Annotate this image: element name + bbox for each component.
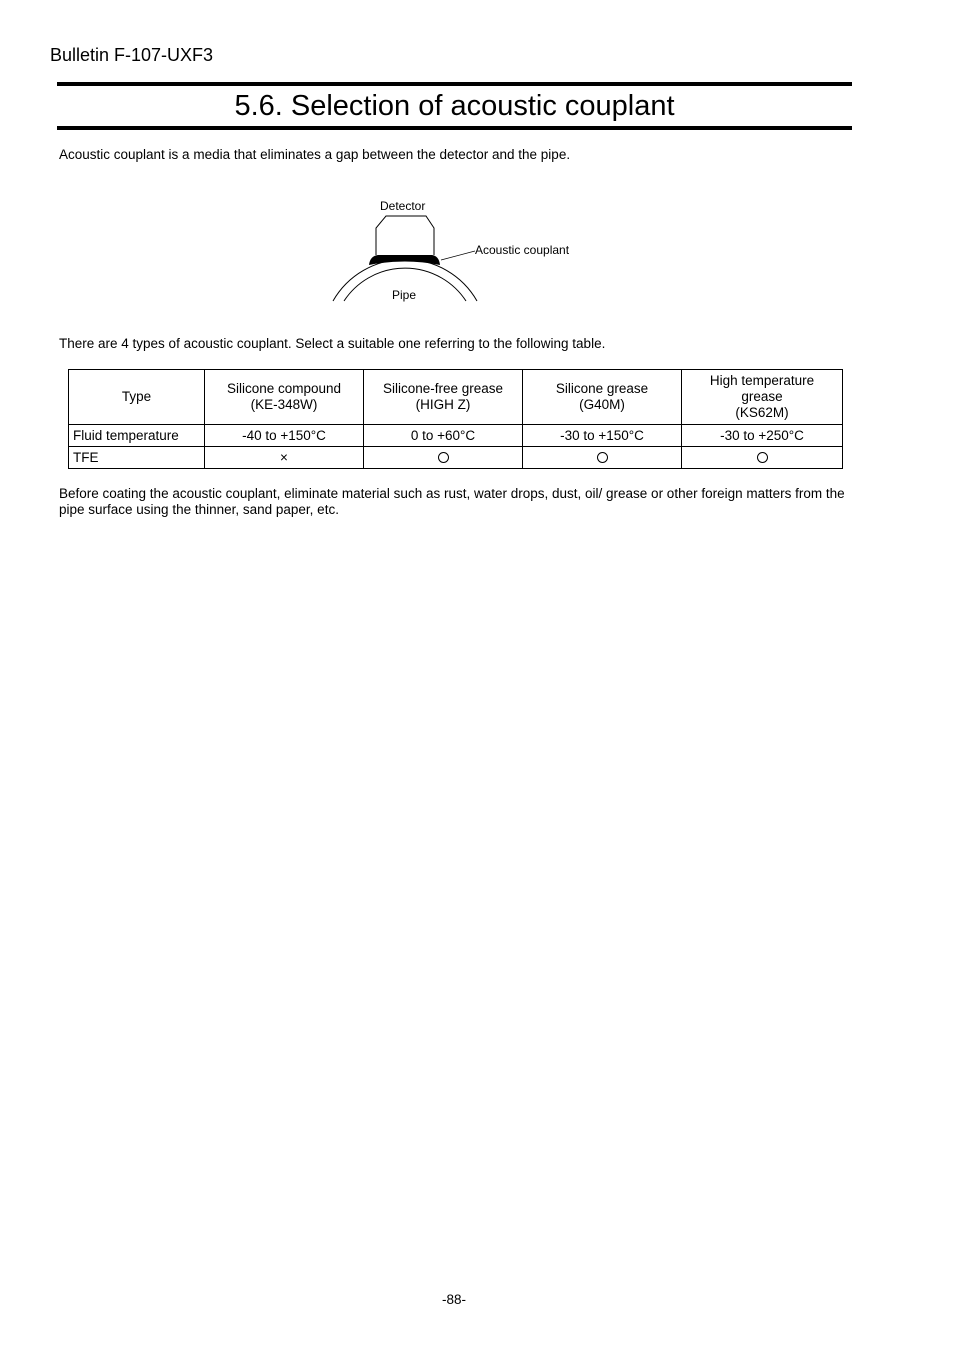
section-title: 5.6. Selection of acoustic couplant bbox=[234, 90, 675, 122]
header-c2-line2: (HIGH Z) bbox=[415, 397, 471, 412]
header-c2-line1: Silicone-free grease bbox=[382, 381, 504, 396]
types-intro-paragraph: There are 4 types of acoustic couplant. Select a suitable one referring to the following table. bbox=[59, 336, 606, 351]
header-c3-line2: (G40M) bbox=[579, 397, 625, 412]
fluid-temp-c1: -40 to +150°C bbox=[205, 425, 364, 447]
header-c3-line1: Silicone grease bbox=[555, 381, 649, 396]
header-high-temp-grease bbox=[682, 370, 843, 425]
intro-paragraph: Acoustic couplant is a media that eliminates a gap between the detector and the pipe. bbox=[59, 147, 571, 162]
header-silicone-grease bbox=[523, 370, 682, 425]
fluid-temp-c2: 0 to +60°C bbox=[364, 425, 523, 447]
table-row bbox=[69, 425, 843, 447]
tfe-label: TFE bbox=[69, 447, 205, 469]
header-c4-line2: grease bbox=[741, 389, 783, 404]
detector-shape bbox=[376, 216, 434, 255]
header-c4-line3: (KS62M) bbox=[735, 405, 789, 420]
tfe-c1: × bbox=[205, 447, 364, 469]
couplant-leader-line bbox=[441, 251, 475, 260]
couplant-table bbox=[68, 369, 843, 469]
header-silicone-compound bbox=[205, 370, 364, 425]
circle-icon bbox=[438, 452, 449, 463]
preparation-note: Before coating the acoustic couplant, eliminate material such as rust, water drops, dust, oil/ grease or other foreign matters from the pipe surface using the thinner, sand paper, etc. bbox=[59, 486, 845, 517]
couplant-label: Acoustic couplant bbox=[475, 243, 570, 257]
header-c4-line1: High temperature bbox=[709, 373, 815, 388]
section-title-bar bbox=[57, 82, 852, 130]
fluid-temp-c3: -30 to +150°C bbox=[523, 425, 682, 447]
circle-icon bbox=[757, 452, 768, 463]
fluid-temp-label: Fluid temperature bbox=[69, 425, 205, 447]
header-silicone-free-grease bbox=[364, 370, 523, 425]
circle-icon bbox=[597, 452, 608, 463]
header-c1-line2: (KE-348W) bbox=[250, 397, 318, 412]
page-number: -88- bbox=[441, 1292, 466, 1307]
pipe-label: Pipe bbox=[392, 288, 417, 302]
bulletin-number: Bulletin F-107-UXF3 bbox=[50, 45, 214, 65]
tfe-c3 bbox=[523, 447, 682, 469]
tfe-c4 bbox=[682, 447, 843, 469]
detector-label: Detector bbox=[380, 199, 426, 213]
table-header-row bbox=[69, 370, 843, 425]
fluid-temp-c4: -30 to +250°C bbox=[682, 425, 843, 447]
header-type: Type bbox=[69, 370, 205, 425]
tfe-c2 bbox=[364, 447, 523, 469]
header-c1-line1: Silicone compound bbox=[226, 381, 342, 396]
couplant-diagram bbox=[330, 195, 590, 305]
table-row bbox=[69, 447, 843, 469]
